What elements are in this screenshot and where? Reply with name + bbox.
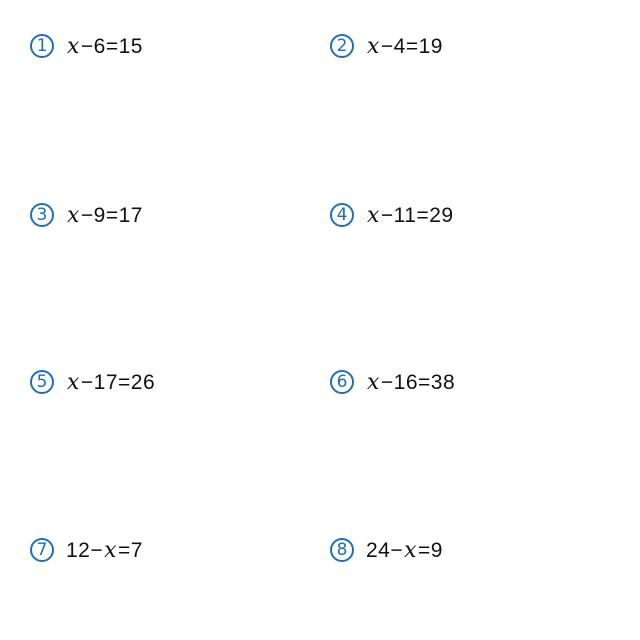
equation-variable: x (367, 369, 380, 395)
problem-5 (30, 366, 155, 398)
problem-number-circle: 6 (330, 370, 354, 394)
equation-after: =7 (118, 538, 143, 562)
problem-number-circle: 7 (30, 538, 54, 562)
equation-variable: x (67, 202, 80, 228)
equation (66, 34, 143, 59)
equation-after: −17=26 (80, 370, 156, 394)
equation-variable: x (367, 202, 380, 228)
equation-before: 24− (366, 538, 404, 562)
equation (66, 370, 155, 395)
equation (66, 203, 143, 228)
problem-number-circle: 8 (330, 538, 354, 562)
problem-2 (330, 30, 443, 62)
equation (366, 34, 443, 59)
equation (66, 538, 143, 563)
equation (366, 203, 454, 228)
problem-number-circle: 3 (30, 203, 54, 227)
equation-after: =9 (418, 538, 443, 562)
equation-after: −4=19 (380, 34, 443, 58)
problem-3 (30, 199, 143, 231)
equation-after: −11=29 (380, 203, 454, 227)
equation-variable: x (367, 33, 380, 59)
equation-variable: x (67, 33, 80, 59)
equation-variable: x (67, 369, 80, 395)
equation-before: 12− (66, 538, 104, 562)
problem-1 (30, 30, 143, 62)
equation-after: −6=15 (80, 34, 143, 58)
problem-number-circle: 1 (30, 34, 54, 58)
equation (366, 370, 455, 395)
equation (366, 538, 443, 563)
problem-number-circle: 5 (30, 370, 54, 394)
equation-variable: x (104, 537, 118, 563)
problem-6 (330, 366, 455, 398)
problem-7 (30, 534, 143, 566)
equation-after: −9=17 (80, 203, 143, 227)
cropped-header-text (30, 0, 390, 5)
problem-number-circle: 2 (330, 34, 354, 58)
equation-variable: x (404, 537, 418, 563)
problem-4 (330, 199, 454, 231)
equation-after: −16=38 (380, 370, 456, 394)
problem-number-circle: 4 (330, 203, 354, 227)
problem-8 (330, 534, 443, 566)
